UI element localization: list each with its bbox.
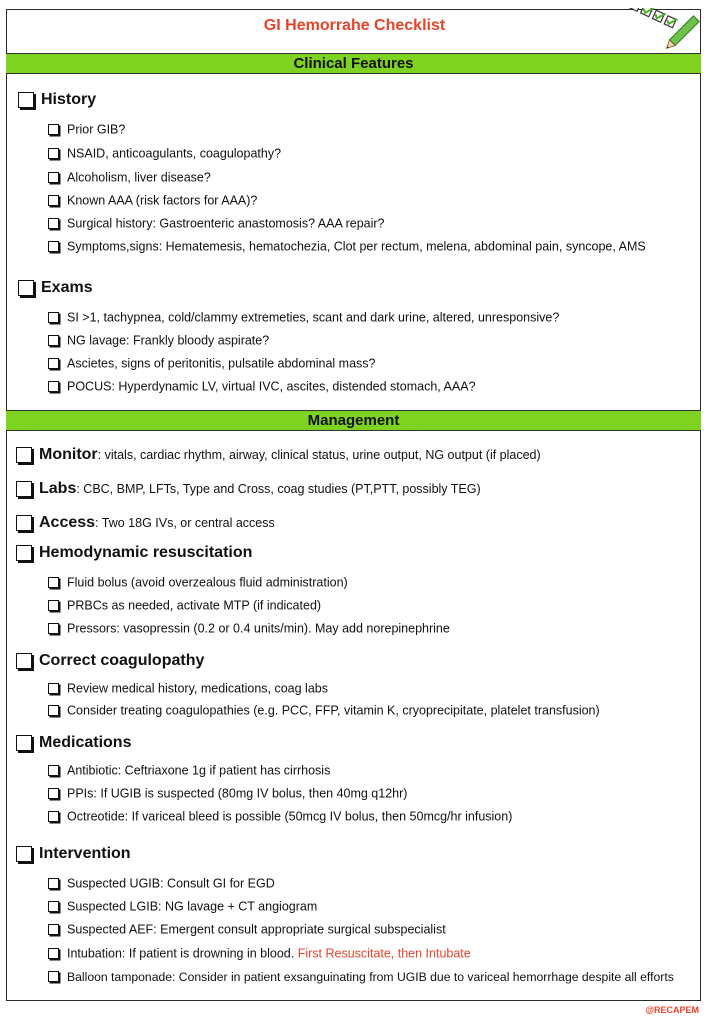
intervention-item-lgib[interactable]: Suspected LGIB: NG lavage + CT angiogram [48,899,317,914]
history-item-alcoholism[interactable]: Alcoholism, liver disease? [48,170,211,185]
intervention-heading[interactable]: Intervention [16,845,131,863]
history-item-prior-gib[interactable]: Prior GIB? [48,122,125,137]
checkbox[interactable] [48,705,59,716]
intervention-item-intubation[interactable]: Intubation: If patient is drowning in blood. First Resuscitate, then Intubate [48,946,471,961]
exams-item-ng-lavage[interactable]: NG lavage: Frankly bloody aspirate? [48,333,269,348]
checkbox[interactable] [48,924,59,935]
coagulopathy-heading[interactable]: Correct coagulopathy [16,652,204,670]
checkbox[interactable] [48,148,59,159]
exams-item-si[interactable]: SI >1, tachypnea, cold/clammy extremeties, scant and dark urine, altered, unresponsive? [48,310,559,325]
checkbox[interactable] [48,358,59,369]
checkbox[interactable] [16,481,32,497]
checkbox[interactable] [18,92,34,108]
history-item-symptoms[interactable]: Symptoms,signs: Hematemesis, hematochezia, Clot per rectum, melena, abdominal pain, syncope, AMS [48,239,646,254]
checkbox[interactable] [48,335,59,346]
checkbox[interactable] [16,447,32,463]
checkbox[interactable] [48,381,59,392]
coag-item-review[interactable]: Review medical history, medications, coag labs [48,681,328,696]
page-title: GI Hemorrahe Checklist [263,17,446,34]
access-item[interactable]: Access: Two 18G IVs, or central access [16,514,275,532]
checkbox[interactable] [48,218,59,229]
resuscitation-heading[interactable]: Hemodynamic resuscitation [16,544,252,562]
meds-item-antibiotic[interactable]: Antibiotic: Ceftriaxone 1g if patient has cirrhosis [48,763,330,778]
checklist-pencil-icon [615,8,705,58]
checkbox[interactable] [48,683,59,694]
exams-item-ascietes[interactable]: Ascietes, signs of peritonitis, pulsatile abdominal mass? [48,356,375,371]
checkbox[interactable] [48,788,59,799]
resus-item-pressors[interactable]: Pressors: vasopressin (0.2 or 0.4 units/min). May add norepinephrine [48,621,450,636]
checkbox[interactable] [16,515,32,531]
section-bar-management: Management [6,410,701,431]
monitor-item[interactable]: Monitor: vitals, cardiac rhythm, airway, clinical status, urine output, NG output (if placed) [16,446,541,464]
checkbox[interactable] [48,172,59,183]
checkbox[interactable] [16,846,32,862]
resus-item-fluid-bolus[interactable]: Fluid bolus (avoid overzealous fluid administration) [48,575,348,590]
history-item-nsaid[interactable]: NSAID, anticoagulants, coagulopathy? [48,146,281,161]
checkbox[interactable] [48,241,59,252]
intervention-item-ugib[interactable]: Suspected UGIB: Consult GI for EGD [48,876,275,891]
checkbox[interactable] [48,878,59,889]
resus-item-prbcs[interactable]: PRBCs as needed, activate MTP (if indicated) [48,598,321,613]
intubation-warning: First Resuscitate, then Intubate [297,946,471,961]
checkbox[interactable] [16,653,32,669]
checkbox[interactable] [48,195,59,206]
footer-credit: @RECAPEM [645,1005,699,1015]
history-heading[interactable]: History [18,91,96,109]
exams-item-pocus[interactable]: POCUS: Hyperdynamic LV, virtual IVC, ascites, distended stomach, AAA? [48,379,476,394]
checkbox[interactable] [48,577,59,588]
checkbox[interactable] [48,312,59,323]
intervention-item-balloon[interactable]: Balloon tamponade: Consider in patient exsanguinating from UGIB due to variceal hemorrhage despite all efforts [48,969,674,984]
checkbox[interactable] [48,901,59,912]
exams-heading[interactable]: Exams [18,279,93,297]
checkbox[interactable] [48,600,59,611]
checkbox[interactable] [48,623,59,634]
medications-heading[interactable]: Medications [16,734,131,752]
meds-item-octreotide[interactable]: Octreotide: If variceal bleed is possible (50mcg IV bolus, then 50mcg/hr infusion) [48,809,512,824]
checkbox[interactable] [48,971,59,982]
checkbox[interactable] [48,765,59,776]
meds-item-ppis[interactable]: PPIs: If UGIB is suspected (80mg IV bolus, then 40mg q12hr) [48,786,407,801]
checkbox[interactable] [16,735,32,751]
history-item-surgical[interactable]: Surgical history: Gastroenteric anastomosis? AAA repair? [48,216,385,231]
labs-item[interactable]: Labs: CBC, BMP, LFTs, Type and Cross, coag studies (PT,PTT, possibly TEG) [16,480,481,498]
checkbox[interactable] [18,280,34,296]
checkbox[interactable] [48,948,59,959]
history-item-known-aaa[interactable]: Known AAA (risk factors for AAA)? [48,193,257,208]
intervention-item-aef[interactable]: Suspected AEF: Emergent consult appropriate surgical subspecialist [48,922,446,937]
section-bar-clinical-features: Clinical Features [6,53,701,74]
coag-item-consider[interactable]: Consider treating coagulopathies (e.g. PCC, FFP, vitamin K, cryoprecipitate, platelet transfusion) [48,703,600,718]
checkbox[interactable] [48,811,59,822]
checkbox[interactable] [48,124,59,135]
checkbox[interactable] [16,545,32,561]
